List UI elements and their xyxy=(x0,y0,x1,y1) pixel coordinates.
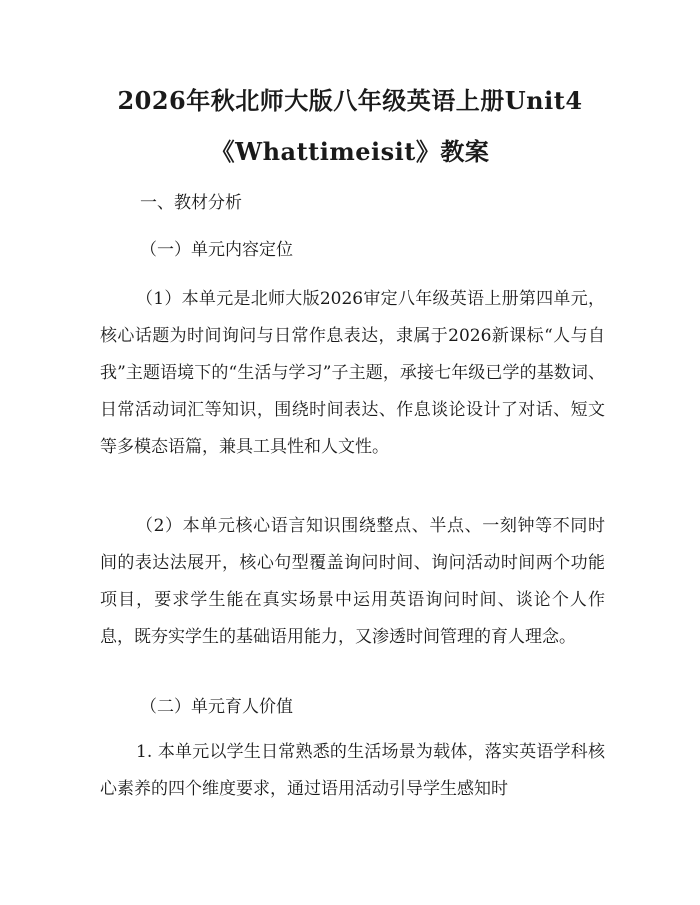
paragraph-educational-value: 1. 本单元以学生日常熟悉的生活场景为载体，落实英语学科核心素养的四个维度要求，通过语用活动引导学生感知时 xyxy=(100,742,605,799)
document-title-line1: 2026年秋北师大版八年级英语上册Unit4 xyxy=(117,86,583,115)
document-title-line2: 《Whattimeisit》教案 xyxy=(210,137,490,166)
subsection-heading-educational-value: （二）单元育人价值 xyxy=(140,697,293,717)
subsection-heading-unit-positioning: （一）单元内容定位 xyxy=(140,240,293,260)
paragraph-unit-overview: （1）本单元是北师大版2026审定八年级英语上册第四单元，核心话题为时间询问与日常作息表达，隶属于2026新课标“人与自我”主题语境下的“生活与学习”子主题，承接七年级已学的基数词、日常活动词汇等知识，围绕时间表达、作息谈论设计了对话、短文等多模态语篇，兼具工具性和人文性。 xyxy=(100,289,605,457)
section-heading-textbook-analysis: 一、教材分析 xyxy=(140,193,242,213)
paragraph-core-language: （2）本单元核心语言知识围绕整点、半点、一刻钟等不同时间的表达法展开，核心句型覆盖询问时间、询问活动时间两个功能项目，要求学生能在真实场景中运用英语询问时间、谈论个人作息，既夯实学生的基础语用能力，又渗透时间管理的育人理念。 xyxy=(100,516,605,647)
